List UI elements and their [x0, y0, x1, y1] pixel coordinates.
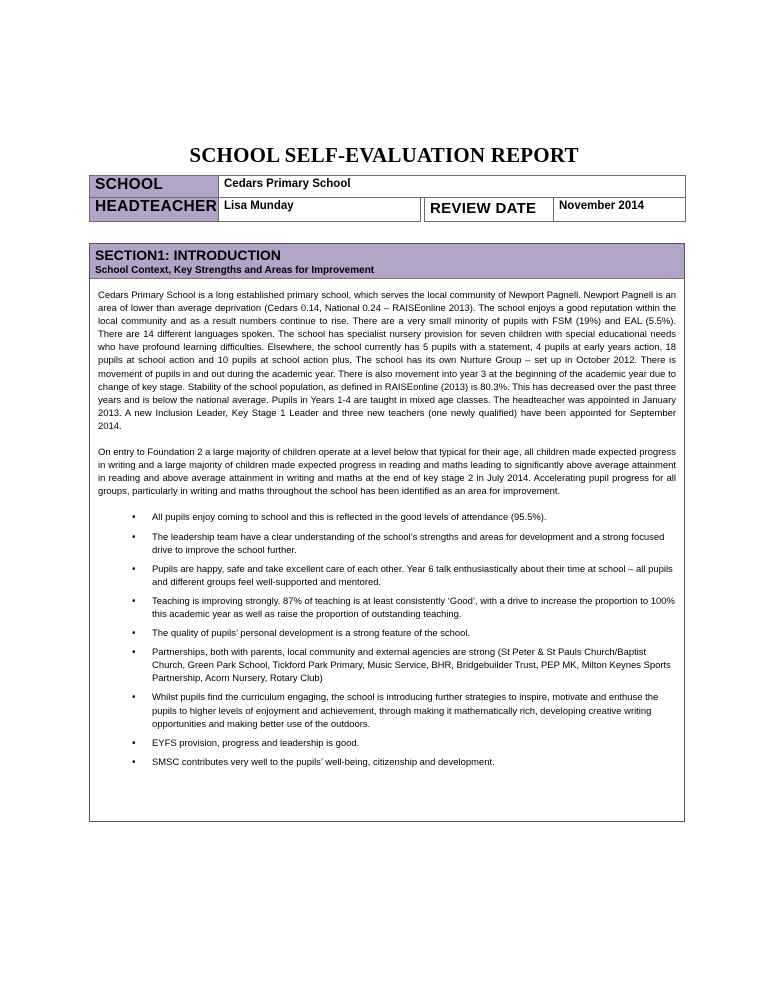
- list-item: • Partnerships, both with parents, local community and external agencies are strong (St Peter & St Pauls Church/Baptist Church, Green Park School, Tickford Park Primary, Music Service, BHR, Bridgebuilder Trust, PEP MK, Milton Keynes Sports Partnership, Acorn Nursery, Rotary Club): [152, 646, 676, 685]
- list-item: • All pupils enjoy coming to school and this is reflected in the good levels of attendance (95.5%).: [152, 511, 676, 524]
- review-date-value: November 2014: [554, 198, 686, 222]
- list-item: • Pupils are happy, safe and take excellent care of each other. Year 6 talk enthusiastically about their time at school – all pupils and different groups feel well-supported and mentored.: [152, 563, 676, 589]
- section-body: [90, 279, 684, 769]
- school-info-table: [89, 175, 686, 222]
- progress-paragraph: On entry to Foundation 2 a large majority of children operate at a level below that typical for their age, all children made expected progress in writing and a large majority of children made expected progress in reading and maths leading to significantly above average attainment in reading and above average attainment in writing and maths at the end of key stage 2 in July 2014. Accelerating pupil progress for all groups, particularly in writing and maths throughout the school has been identified as an area for improvement.: [98, 447, 676, 498]
- list-item: • The leadership team have a clear understanding of the school’s strengths and areas for development and a strong focused drive to improve the school further.: [152, 531, 676, 557]
- section-title: SECTION1: INTRODUCTION: [95, 247, 281, 263]
- list-item: • The quality of pupils’ personal development is a strong feature of the school.: [152, 627, 676, 640]
- school-name-value: Cedars Primary School: [219, 176, 686, 198]
- list-item: • SMSC contributes very well to the pupils’ well-being, citizenship and development.: [152, 756, 676, 769]
- context-paragraph: Cedars Primary School is a long established primary school, which serves the local community of Newport Pagnell. Newport Pagnell is an area of lower than average deprivation (Cedars 0.14, National 0.24 – RAISEonline 2013). The school enjoys a good reputation within the local community and as a result numbers continue to rise. There are a very small minority of pupils with FSM (19%) and EAL (5.5%). There are 14 different languages spoken. The school has specialist nursery provision for seven children with special educational needs who have profound learning difficulties. Elsewhere, the school currently has 5 pupils with a statement, 4 pupils at early years action, 18 pupils at school action and 10 pupils at school action plus. The school has its own Nurture Group – set up in October 2012. There is movement of pupils in and out during the academic year. There is also movement into year 3 at the beginning of the academic year due to change of key stage. Stability of the school population, as defined in RAISEonline (2013) is 80.3%. This has decreased over the past three years and is below the national average. Pupils in Years 1-4 are taught in mixed age classes. The headteacher was appointed in January 2013. A new Inclusion Leader, Key Stage 1 Leader and three new teachers (one newly qualified) have been appointed for September 2014.: [98, 290, 676, 432]
- headteacher-name-value: Lisa Munday: [219, 198, 421, 222]
- headteacher-label: HEADTEACHER: [90, 198, 219, 222]
- school-label: SCHOOL: [90, 176, 219, 198]
- review-date-label: REVIEW DATE: [425, 198, 554, 222]
- list-item: • Teaching is improving strongly. 87% of teaching is at least consistently ‘Good’, with a drive to increase the proportion to 100% this academic year as well as raise the proportion of outstanding teaching.: [152, 595, 676, 621]
- section-header: [90, 244, 684, 279]
- strengths-list: [98, 511, 676, 769]
- report-title: SCHOOL SELF-EVALUATION REPORT: [189, 143, 579, 167]
- section-subtitle: School Context, Key Strengths and Areas for Improvement: [95, 265, 375, 276]
- section-introduction: [89, 243, 685, 822]
- list-item: • Whilst pupils find the curriculum engaging, the school is introducing further strategies to inspire, motivate and enthuse the pupils to higher levels of enjoyment and achievement, through making it mathematically rich, developing creative writing opportunities and making better use of the outdoors.: [152, 691, 676, 730]
- list-item: • EYFS provision, progress and leadership is good.: [152, 737, 676, 750]
